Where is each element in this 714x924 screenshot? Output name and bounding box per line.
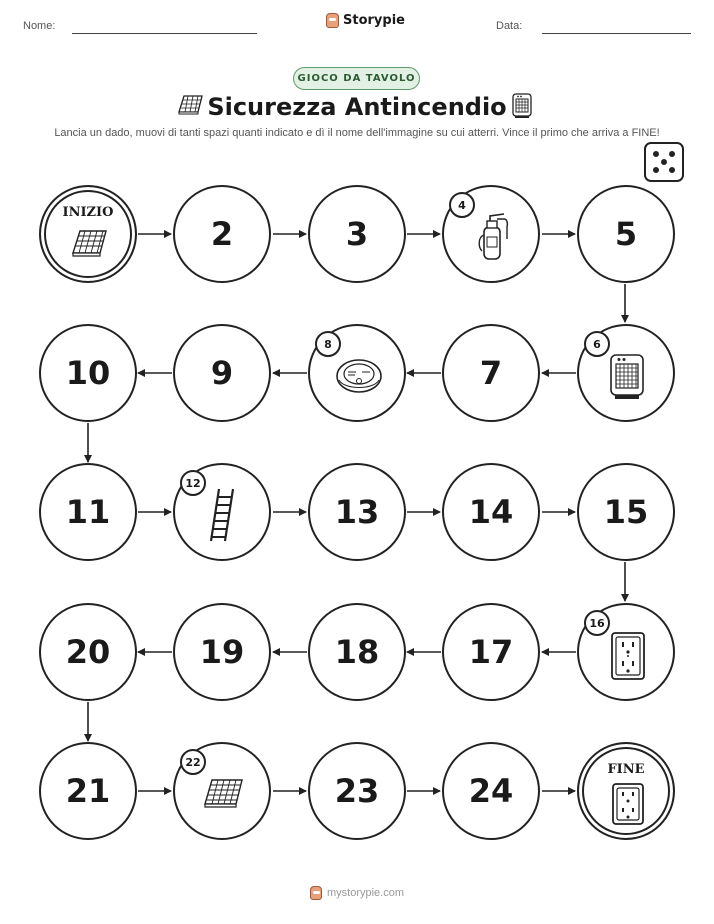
storypie-mascot-icon bbox=[310, 886, 322, 900]
board-space-21[interactable]: 21 bbox=[39, 742, 137, 840]
electrical-outlet-icon bbox=[610, 631, 646, 681]
board-space-20[interactable]: 20 bbox=[39, 603, 137, 701]
board-space-4[interactable]: 4 bbox=[442, 185, 540, 283]
board-space-2[interactable]: 2 bbox=[173, 185, 271, 283]
space-heater-icon bbox=[607, 352, 647, 402]
board-space-11[interactable]: 11 bbox=[39, 463, 137, 561]
board-space-18[interactable]: 18 bbox=[308, 603, 406, 701]
board-space-start[interactable]: INIZIO bbox=[39, 185, 137, 283]
board-space-15[interactable]: 15 bbox=[577, 463, 675, 561]
date-label: Data: bbox=[496, 20, 523, 32]
brand-name: Storypie bbox=[343, 13, 405, 28]
fire-blanket-icon bbox=[202, 776, 246, 812]
board-space-5[interactable]: 5 bbox=[577, 185, 675, 283]
footer bbox=[310, 886, 404, 900]
board-space-10[interactable]: 10 bbox=[39, 324, 137, 422]
board-space-24[interactable]: 24 bbox=[442, 742, 540, 840]
board-space-12[interactable]: 12 bbox=[173, 463, 271, 561]
board-space-3[interactable]: 3 bbox=[308, 185, 406, 283]
board-space-16[interactable]: 16 bbox=[577, 603, 675, 701]
instructions: Lancia un dado, muovi di tanti spazi quanti indicato e dì il nome dell'immagine su cui atterri. Vince il primo che arriva a FINE! bbox=[54, 127, 660, 139]
fire-blanket-icon bbox=[70, 227, 110, 259]
ladder-icon bbox=[207, 487, 239, 543]
board-space-9[interactable]: 9 bbox=[173, 324, 271, 422]
page-title: Sicurezza Antincendio bbox=[207, 93, 507, 121]
board-space-13[interactable]: 13 bbox=[308, 463, 406, 561]
name-label: Nome: bbox=[23, 20, 56, 32]
fire-extinguisher-icon bbox=[472, 211, 512, 263]
board-space-22[interactable]: 22 bbox=[173, 742, 271, 840]
category-badge: GIOCO DA TAVOLO bbox=[293, 67, 420, 90]
footer-url[interactable]: mystorypie.com bbox=[327, 887, 405, 899]
board-space-23[interactable]: 23 bbox=[308, 742, 406, 840]
board-space-finish[interactable]: FINE bbox=[577, 742, 675, 840]
board-space-14[interactable]: 14 bbox=[442, 463, 540, 561]
board-space-8[interactable]: 8 bbox=[308, 324, 406, 422]
board-space-7[interactable]: 7 bbox=[442, 324, 540, 422]
electrical-outlet-icon bbox=[611, 782, 645, 826]
smoke-detector-icon bbox=[334, 356, 384, 396]
board-space-17[interactable]: 17 bbox=[442, 603, 540, 701]
board-space-19[interactable]: 19 bbox=[173, 603, 271, 701]
board-space-6[interactable]: 6 bbox=[577, 324, 675, 422]
